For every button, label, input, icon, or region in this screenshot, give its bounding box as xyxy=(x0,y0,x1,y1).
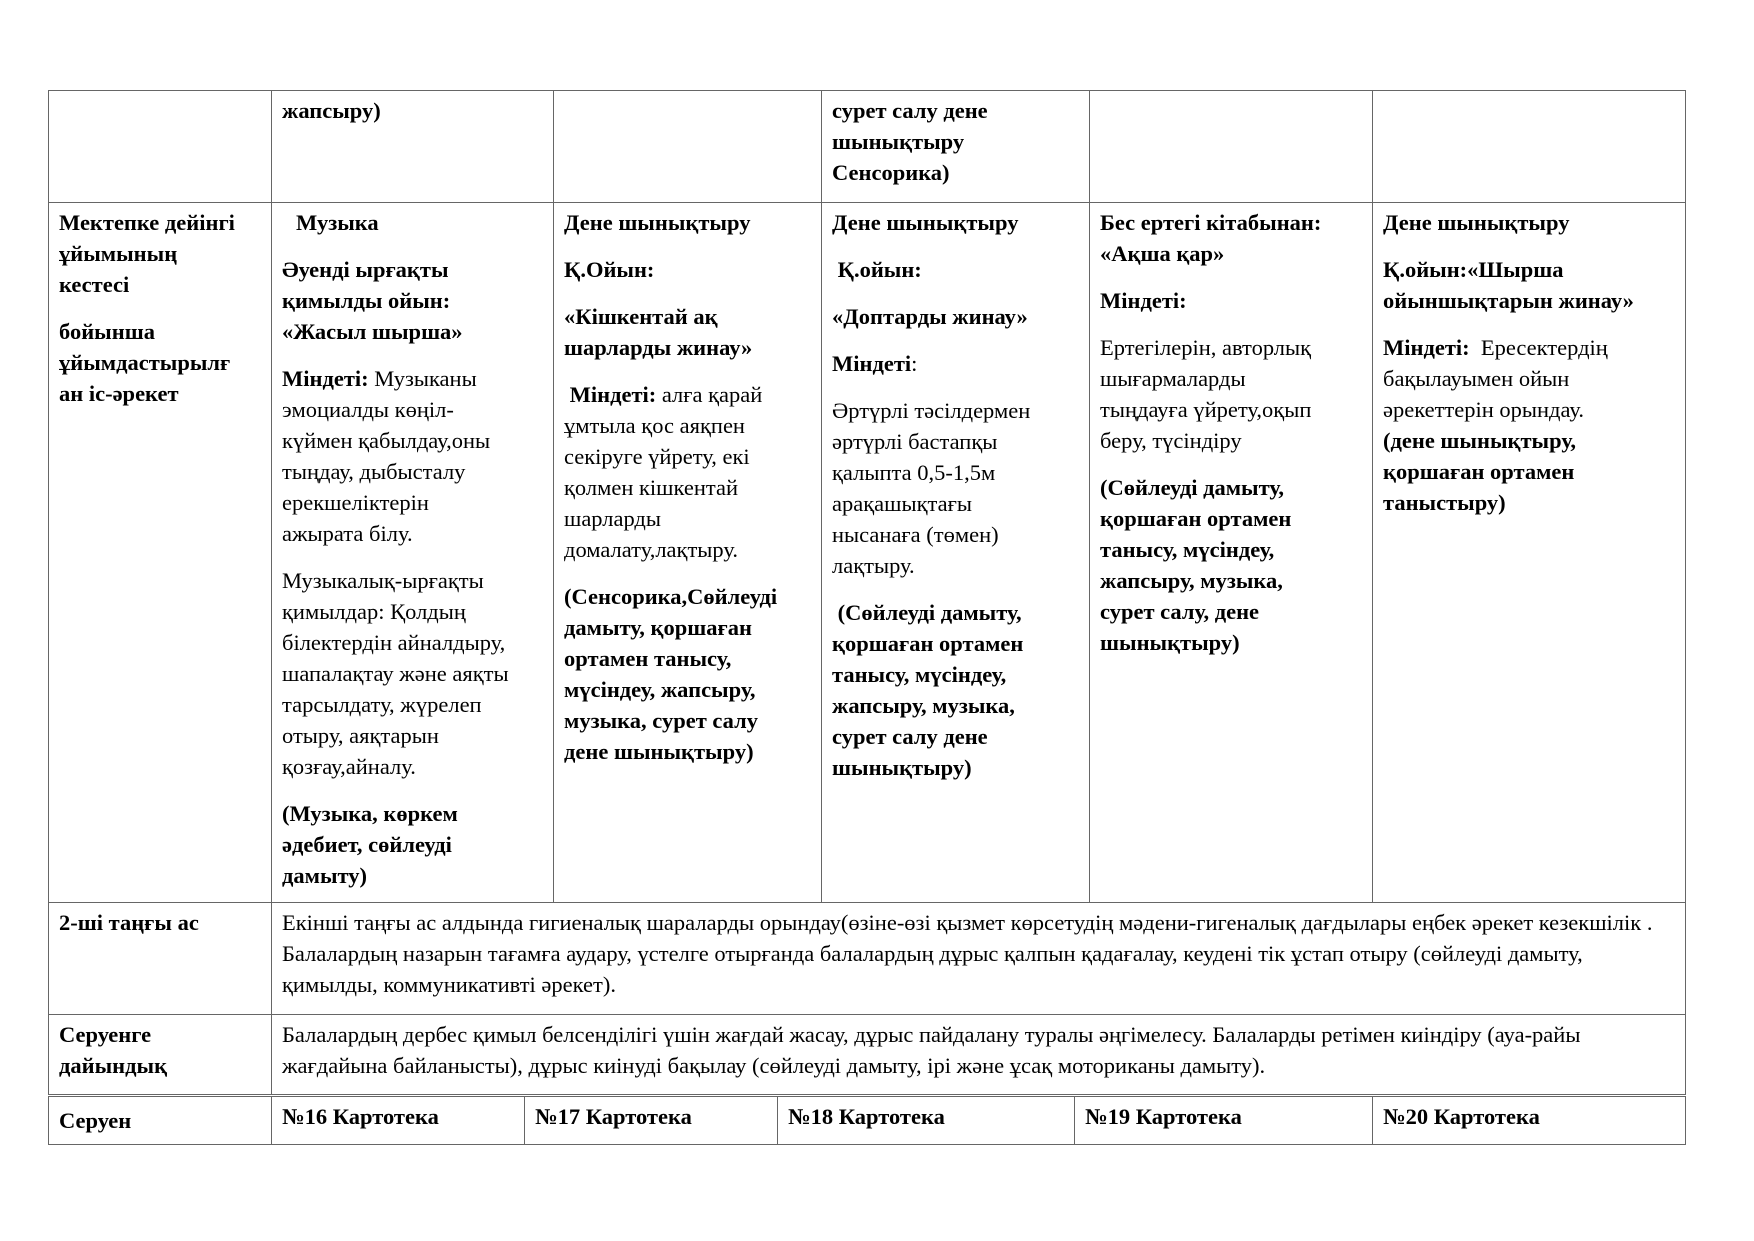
links-line: қоршаған ортамен xyxy=(832,631,1024,656)
task-text: Музыканы xyxy=(368,366,477,391)
links-line: дамыту) xyxy=(282,863,368,888)
header-line: ұйымының xyxy=(59,241,178,266)
card-file-19: №19 Картотека xyxy=(1075,1097,1373,1145)
game-label: Қ.Ойын: xyxy=(564,257,655,282)
task-line: ажырата білу. xyxy=(282,521,413,546)
task-line xyxy=(282,363,543,394)
header-line: кестесі xyxy=(59,272,130,297)
links-line: таныстыру) xyxy=(1383,490,1506,515)
row-header-organized-activity xyxy=(49,203,272,903)
links-line: шынықтыру) xyxy=(1100,630,1240,655)
links-line: сурет салу, дене xyxy=(1100,599,1260,624)
task-line: тыңдауға үйрету,оқып xyxy=(1100,397,1312,422)
links-line: мүсіндеу, жапсыру, xyxy=(564,677,756,702)
activity-cell-pe-2 xyxy=(822,203,1090,903)
task-line: қалыпта 0,5-1,5м xyxy=(832,460,996,485)
links-line: (Музыка, көркем xyxy=(282,801,458,826)
task-line: беру, түсіндіру xyxy=(1100,428,1242,453)
task-line: нысанаға (төмен) xyxy=(832,522,999,547)
links-line: музыка, сурет салу xyxy=(564,708,759,733)
links-line: дамыту, қоршаған xyxy=(564,615,752,640)
moves-line: қозғау,айналу. xyxy=(282,754,416,779)
table-row-walk-prep xyxy=(49,1015,1686,1095)
task-line: Ертегілерін, авторлық xyxy=(1100,335,1312,360)
activity-title: Дене шынықтыру xyxy=(564,210,751,235)
moves-line: тарсылдату, жүрелеп xyxy=(282,692,482,717)
game-line: «Доптарды жинау» xyxy=(832,304,1028,329)
links-line: ортамен танысу, xyxy=(564,646,732,671)
links-line: қоршаған ортамен xyxy=(1100,506,1292,531)
cell-text: Сенсорика) xyxy=(832,160,950,185)
task-text: Ересектердің xyxy=(1469,335,1608,360)
task-label: Міндеті: xyxy=(282,366,369,391)
header-line: ан іс-әрекет xyxy=(59,381,179,406)
activity-title: «Ақша қар» xyxy=(1100,241,1225,266)
cell-continuation-2 xyxy=(554,91,822,203)
links-line: (Сенсорика,Сөйлеуді xyxy=(564,584,778,609)
links-line: сурет салу дене xyxy=(832,724,988,749)
walk-prep-text: Балалардың дербес қимыл белсенділігі үшін жағдай жасау, дұрыс пайдалану туралы әңгімелесу. Балаларды ретімен киіндіру (ауа-райы жағдайына байланысты), дұрыс киінуді бақылау (сөйлеуді дамыту, ірі және ұсақ моториканы дамыту). xyxy=(272,1015,1686,1095)
row-header-cell xyxy=(49,91,272,203)
cell-continuation-1 xyxy=(272,91,554,203)
task-line: ұмтыла қос аяқпен xyxy=(564,413,745,438)
links-line: дене шынықтыру) xyxy=(564,739,754,764)
task-line xyxy=(1383,332,1675,363)
table-row-organized-activity xyxy=(49,203,1686,903)
moves-line: шапалақтау және аяқты xyxy=(282,661,509,686)
second-breakfast-text: Екінші таңғы ас алдында гигиеналық шараларды орындау(өзіне-өзі қызмет көрсетудің мәдени-гигеналық дағдылары еңбек әрекет кезекшілік . Балалардың назарын тағамға аудару, үстелге отырғанда балалардың дұрыс қалпын қадағалау, кеудені тік ұстап отыру (сөйлеуді дамыту, қимылды, коммуникативті әрекет). xyxy=(272,903,1686,1015)
game-label: Қ.ойын: xyxy=(832,257,922,282)
task-line: шарларды xyxy=(564,506,661,531)
activity-title: Бес ертегі кітабынан: xyxy=(1100,210,1322,235)
activity-title: Дене шынықтыру xyxy=(1383,210,1570,235)
links-line: танысу, мүсіндеу, xyxy=(1100,537,1275,562)
task-label: Міндеті: xyxy=(1100,288,1187,313)
game-line: Әуенді ырғақты xyxy=(282,257,449,282)
links-line: әдебиет, сөйлеуді xyxy=(282,832,452,857)
task-text: алға қарай xyxy=(656,382,763,407)
row-header-second-breakfast: 2-ші таңғы ас xyxy=(49,903,272,1015)
row-header-walk-prep xyxy=(49,1015,272,1095)
table-row-second-breakfast xyxy=(49,903,1686,1015)
table-row-walk xyxy=(49,1097,1686,1145)
row-header-walk: Серуен xyxy=(49,1097,272,1145)
moves-line: Музыкалық-ырғақты xyxy=(282,568,484,593)
task-line: қолмен кішкентай xyxy=(564,475,739,500)
header-line: бойынша xyxy=(59,319,155,344)
task-line: күймен қабылдау,оны xyxy=(282,428,491,453)
header-line: дайындық xyxy=(59,1053,168,1078)
cell-text: шынықтыру xyxy=(832,129,965,154)
task-label: Міндеті: xyxy=(564,382,657,407)
game-line: қимылды ойын: xyxy=(282,288,451,313)
activity-cell-music xyxy=(272,203,554,903)
task-line: лақтыру. xyxy=(832,553,915,578)
links-line: (Сөйлеуді дамыту, xyxy=(832,600,1022,625)
activity-cell-fairy-tale xyxy=(1090,203,1373,903)
task-line: Әртүрлі тәсілдермен xyxy=(832,398,1031,423)
task-text: : xyxy=(911,351,918,376)
game-line: Қ.ойын:«Шырша xyxy=(1383,257,1564,282)
game-line: шарларды жинау» xyxy=(564,335,753,360)
task-line xyxy=(564,379,811,410)
card-file-20: №20 Картотека xyxy=(1373,1097,1686,1145)
activity-cell-pe-1 xyxy=(554,203,822,903)
links-line: жапсыру, музыка, xyxy=(832,693,1015,718)
cell-continuation-3 xyxy=(822,91,1090,203)
task-line: секіруге үйрету, екі xyxy=(564,444,750,469)
task-line: шығармаларды xyxy=(1100,366,1246,391)
schedule-table xyxy=(48,90,1686,1095)
activity-title: Музыка xyxy=(296,210,379,235)
task-line: ерекшеліктерін xyxy=(282,490,429,515)
links-line: (Сөйлеуді дамыту, xyxy=(1100,475,1284,500)
task-line: эмоциалды көңіл- xyxy=(282,397,454,422)
links-line: танысу, мүсіндеу, xyxy=(832,662,1007,687)
game-line: «Жасыл шырша» xyxy=(282,319,463,344)
cell-continuation-5 xyxy=(1373,91,1686,203)
moves-line: отыру, аяқтарын xyxy=(282,723,439,748)
task-line xyxy=(832,348,1079,379)
links-line: шынықтыру) xyxy=(832,755,972,780)
header-line: Серуенге xyxy=(59,1022,152,1047)
card-file-18: №18 Картотека xyxy=(778,1097,1075,1145)
task-line: әрекеттерін орындау. xyxy=(1383,397,1584,422)
task-line: домалату,лақтыру. xyxy=(564,537,739,562)
game-line: «Кішкентай ақ xyxy=(564,304,718,329)
game-line: ойыншықтарын жинау» xyxy=(1383,288,1634,313)
links-line: жапсыру, музыка, xyxy=(1100,568,1283,593)
cell-text: жапсыру) xyxy=(282,98,381,123)
links-line: қоршаған ортамен xyxy=(1383,459,1575,484)
card-file-16: №16 Картотека xyxy=(272,1097,525,1145)
activity-title: Дене шынықтыру xyxy=(832,210,1019,235)
header-line: ұйымдастырылғ xyxy=(59,350,231,375)
moves-line: білектердін айналдыру, xyxy=(282,630,506,655)
card-file-17: №17 Картотека xyxy=(525,1097,778,1145)
task-line: әртүрлі бастапқы xyxy=(832,429,998,454)
links-line: (дене шынықтыру, xyxy=(1383,428,1576,453)
task-line: тыңдау, дыбысталу xyxy=(282,459,466,484)
task-label: Міндеті: xyxy=(1383,335,1470,360)
activity-cell-pe-3 xyxy=(1373,203,1686,903)
walk-table xyxy=(48,1096,1686,1145)
cell-continuation-4 xyxy=(1090,91,1373,203)
task-line: бақылауымен ойын xyxy=(1383,366,1570,391)
moves-line: қимылдар: Қолдың xyxy=(282,599,466,624)
table-row-continuation xyxy=(49,91,1686,203)
cell-text: сурет салу дене xyxy=(832,98,988,123)
task-line: арақашықтағы xyxy=(832,491,972,516)
task-label: Міндеті xyxy=(832,351,912,376)
header-line: Мектепке дейінгі xyxy=(59,210,235,235)
